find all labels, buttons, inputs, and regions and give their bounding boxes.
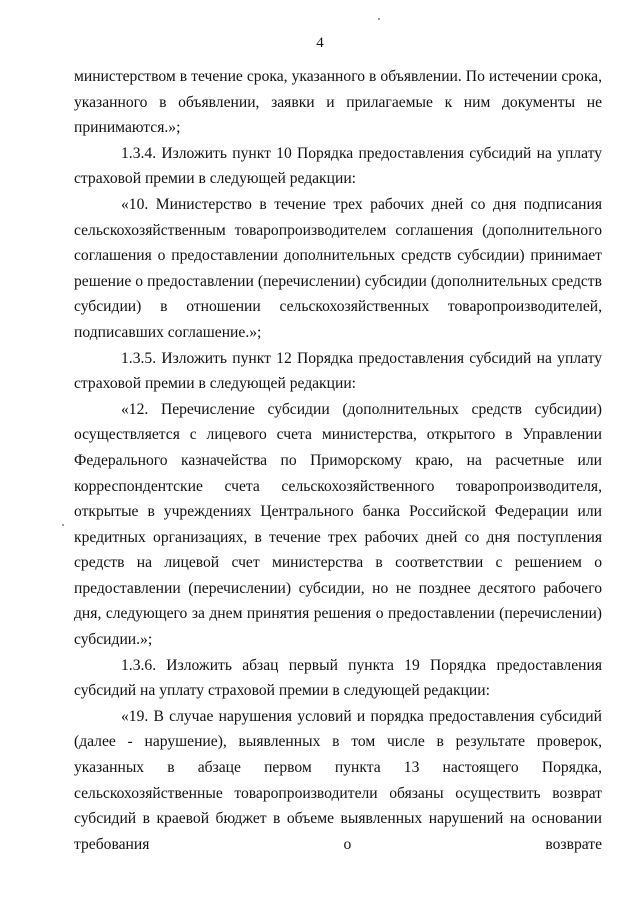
- paragraph-quote-19: «19. В случае нарушения условий и порядка предоставления субсидий (далее - нарушение), выявленных в том числе в результате проверок, указанных в абзаце первом пункта 13 настоящего Порядка, сельскохозяйственные товаропроизводители обязаны осуществить возврат субсидий в краевой бюджет в объеме выявленных нарушений на основании требования о возврате: [74, 707, 602, 853]
- scan-artifact: [378, 18, 380, 20]
- paragraph-continuation: министерством в течение срока, указанного в объявлении. По истечении срока, указанного в объявлении, заявки и прилагаемые к ним документы не принимаются.»;: [74, 68, 602, 137]
- page-number: 4: [316, 35, 324, 51]
- scan-artifact: [62, 524, 64, 526]
- document-body: [74, 64, 602, 857]
- paragraph-item-1-3-5: 1.3.5. Изложить пункт 12 Порядка предоставления субсидий на уплату страховой премии в следующей редакции:: [74, 349, 602, 393]
- paragraph-item-1-3-6: 1.3.6. Изложить абзац первый пункта 19 Порядка предоставления субсидий на уплату страховой премии в следующей редакции:: [74, 656, 602, 700]
- paragraph-quote-12: «12. Перечисление субсидии (дополнительных средств субсидии) осуществляется с лицевого счета министерства, открытого в Управлении Федерального казначейства по Приморскому краю, на расчетные или корреспондентские счета сельскохозяйственного товаропроизводителя, открытые в учреждениях Центрального банка Российской Федерации или кредитных организациях, в течение трех рабочих дней со дня поступления средств на лицевой счет министерства в соответствии с решением о предоставлении (перечислении) субсидии, но не позднее десятого рабочего дня, следующего за днем принятия решения о предоставлении (перечислении) субсидии.»;: [74, 400, 602, 649]
- paragraph-item-1-3-4: 1.3.4. Изложить пункт 10 Порядка предоставления субсидий на уплату страховой премии в следующей редакции:: [74, 144, 602, 188]
- paragraph-quote-10: «10. Министерство в течение трех рабочих дней со дня подписания сельскохозяйственным товаропроизводителем соглашения (дополнительного соглашения о предоставлении дополнительных средств субсидии) принимает решение о предоставлении (перечислении) субсидии (дополнительных средств субсидии) в отношении сельскохозяйственных товаропроизводителей, подписавших соглашение.»;: [74, 195, 602, 341]
